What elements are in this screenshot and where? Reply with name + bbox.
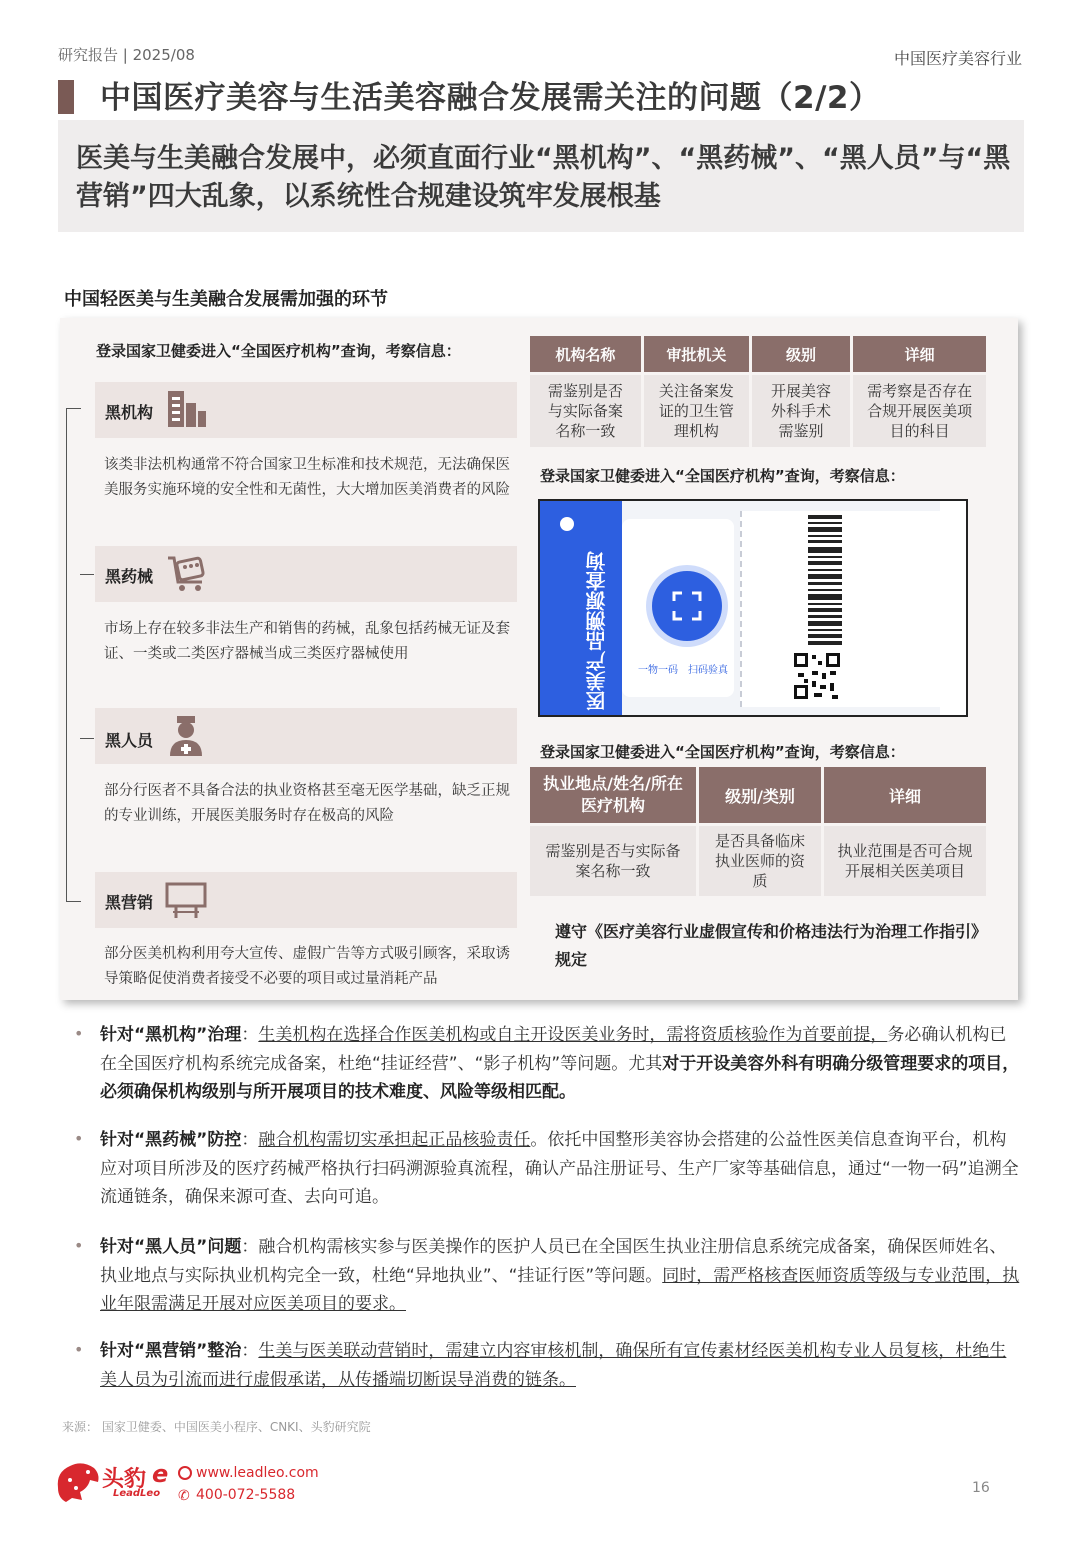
bullet-underlined: 生美机构在选择合作医美机构或自主开设医美业务时，需将资质核验作为首要前提，: [258, 1025, 888, 1045]
source-note: 来源： 国家卫健委、中国医美小程序、CNKI、头豹研究院: [62, 1420, 371, 1434]
bullet-head: 针对“黑药械”防控: [100, 1130, 242, 1150]
qr-title: 医美产品溯源查询: [585, 551, 609, 711]
bullet-dot: •: [74, 1129, 84, 1148]
bullet-text: 务必确认机构已在全国医疗机构系统完成备案，杜绝“挂证经营”、“影子机构”等问题。尤其: [100, 1025, 1007, 1074]
pin-icon: [560, 517, 574, 531]
bullet-text: 融合机构需核实参与医美操作的医护人员已在全国医生执业注册信息系统完成备案，确保医师姓名、执业地点与实际执业机构完全一致，杜绝“异地执业”、“挂证行医”等问题。: [100, 1237, 1007, 1286]
bullet-personnel: [100, 1233, 1020, 1319]
table-cell: 需鉴别是否与实际备案名称一致: [530, 375, 641, 447]
table-cell: 开展美容外科手术需鉴别: [752, 375, 850, 447]
institution-table: [527, 333, 989, 450]
table-cell: 执业范围是否可合规开展相关医美项目: [824, 826, 986, 896]
compliance-note: 遵守《医疗美容行业虚假宣传和价格违法行为治理工作指引》规定: [555, 922, 980, 969]
doctor-icon: [164, 714, 208, 758]
bullet-head: 针对“黑人员”问题: [100, 1237, 242, 1257]
category-label: 黑机构: [105, 403, 154, 422]
page-number: 16: [972, 1480, 990, 1496]
category-box-black-marketing: [95, 872, 517, 928]
billboard-icon: [164, 878, 208, 922]
bullet-dot: •: [74, 1024, 84, 1043]
bullet-head: 针对“黑营销”整治: [100, 1341, 242, 1361]
table-header: 执业地点/姓名/所在医疗机构: [530, 767, 696, 823]
bullet-institution: [100, 1021, 1020, 1107]
table-header: 机构名称: [530, 336, 641, 372]
table-cell: 需考察是否存在合规开展医美项目的科目: [853, 375, 986, 447]
bullet-dot: •: [74, 1340, 84, 1359]
bullet-sep: ：: [241, 1341, 259, 1361]
table-header: 详细: [824, 767, 986, 823]
table-header: 级别: [752, 336, 850, 372]
bracket-tick: [80, 574, 94, 575]
scan-icon: [672, 591, 702, 621]
bullet-underlined: 融合机构需切实承担起正品核验责任: [258, 1130, 531, 1150]
table-header: 审批机关: [644, 336, 749, 372]
bullet-sep: ：: [241, 1025, 259, 1045]
page-title: 中国医疗美容与生活美容融合发展需关注的问题（2/2）: [100, 80, 881, 116]
table-cell: 需鉴别是否与实际备案名称一致: [530, 826, 696, 896]
brand-name: 头豹: [102, 1467, 147, 1492]
bullet-dot: •: [74, 1236, 84, 1255]
bullet-sep: ：: [241, 1130, 259, 1150]
tag-one-code: 一物一码: [638, 665, 678, 676]
category-desc: 部分医美机构利用夸大宣传、虚假广告等方式吸引顾客，采取诱导策略促使消费者接受不必要的项目或过量消耗产品: [104, 946, 510, 987]
website-link[interactable]: www.leadleo.com: [196, 1465, 319, 1481]
page-subtitle: 医美与生美融合发展中，必须直面行业“黑机构”、“黑药械”、“黑人员”与“黑营销”四大乱象，以系统性合规建设筑牢发展根基: [76, 143, 1011, 212]
qr-code-icon: [792, 651, 842, 701]
table-cell: 是否具备临床执业医师的资质: [699, 826, 821, 896]
section-title: 中国轻医美与生美融合发展需加强的环节: [64, 289, 388, 310]
category-label: 黑人员: [105, 731, 154, 750]
industry-label: 中国医疗美容行业: [893, 49, 1022, 68]
report-date-label: 研究报告 | 2025/08: [58, 46, 195, 64]
category-bracket: [66, 408, 81, 902]
bullet-text: 。依托中国整形美容协会搭建的公益性医美信息查询平台，机构应对项目所涉及的医疗药械严格执行扫码溯源验真流程，确认产品注册证号、生产厂家等基础信息，通过“一物一码”追溯全流通链条，确保来源可查、去向可追。: [100, 1130, 1019, 1207]
left-caption: 登录国家卫健委进入“全国医疗机构”查询，考察信息：: [96, 342, 461, 360]
traceability-screenshot: [538, 499, 968, 717]
category-desc: 该类非法机构通常不符合国家卫生标准和技术规范，无法确保医美服务实施环境的安全性和无菌性，大大增加医美消费者的风险: [104, 457, 510, 498]
category-label: 黑营销: [105, 893, 154, 912]
caption-2: 登录国家卫健委进入“全国医疗机构”查询，考察信息：: [540, 467, 905, 485]
category-label: 黑药械: [105, 567, 154, 586]
bullet-marketing: [100, 1337, 1020, 1394]
table-cell: 关注备案发证的卫生管理机构: [644, 375, 749, 447]
phone-icon: ✆: [178, 1488, 190, 1504]
e-mark-icon: e: [152, 1460, 169, 1488]
tag-verify: 扫码验真: [688, 665, 728, 676]
brand-name-en: LeadLeo: [113, 1488, 161, 1499]
category-box-black-institution: [95, 382, 517, 438]
bullet-underlined: 同时，需严格核查医师资质等级与专业范围，执业年限需满足开展对应医美项目的要求。: [100, 1265, 1020, 1314]
personnel-table: [527, 764, 989, 899]
caption-3: 登录国家卫健委进入“全国医疗机构”查询，考察信息：: [540, 743, 905, 761]
leopard-logo-icon: [54, 1458, 102, 1504]
barcode-icon: [808, 515, 842, 645]
title-accent-bar: [58, 80, 74, 114]
building-icon: [164, 387, 208, 431]
bracket-tick: [80, 738, 94, 739]
side-strip: [940, 501, 966, 715]
table-header: 级别/类别: [699, 767, 821, 823]
category-box-black-drugs: [95, 546, 517, 602]
bullet-head: 针对“黑机构”治理: [100, 1025, 242, 1045]
globe-icon: [178, 1466, 192, 1480]
phone-number: 400-072-5588: [196, 1487, 296, 1503]
category-desc: 市场上存在较多非法生产和销售的药械，乱象包括药械无证及套证、一类或二类医疗器械当成三类医疗器械使用: [104, 621, 510, 662]
category-box-black-personnel: [95, 708, 517, 764]
bullet-underlined: 生美与医美联动营销时，需建立内容审核机制，确保所有宣传素材经医美机构专业人员复核，杜绝生美人员为引流而进行虚假承诺，从传播端切断误导消费的链条。: [100, 1341, 1007, 1390]
table-header: 详细: [853, 336, 986, 372]
bullet-sep: ：: [241, 1237, 259, 1257]
category-desc: 部分行医者不具备合法的执业资格甚至毫无医学基础，缺乏正规的专业训练，开展医美服务时存在极高的风险: [104, 783, 510, 824]
pill-cart-icon: [164, 552, 208, 596]
barcode-card: [740, 511, 952, 707]
bullet-bold: 对于开设美容外科有明确分级管理要求的项目，必须确保机构级别与所开展项目的技术难度、风险等级相匹配。: [100, 1053, 1020, 1102]
bullet-drugs: [100, 1126, 1020, 1212]
